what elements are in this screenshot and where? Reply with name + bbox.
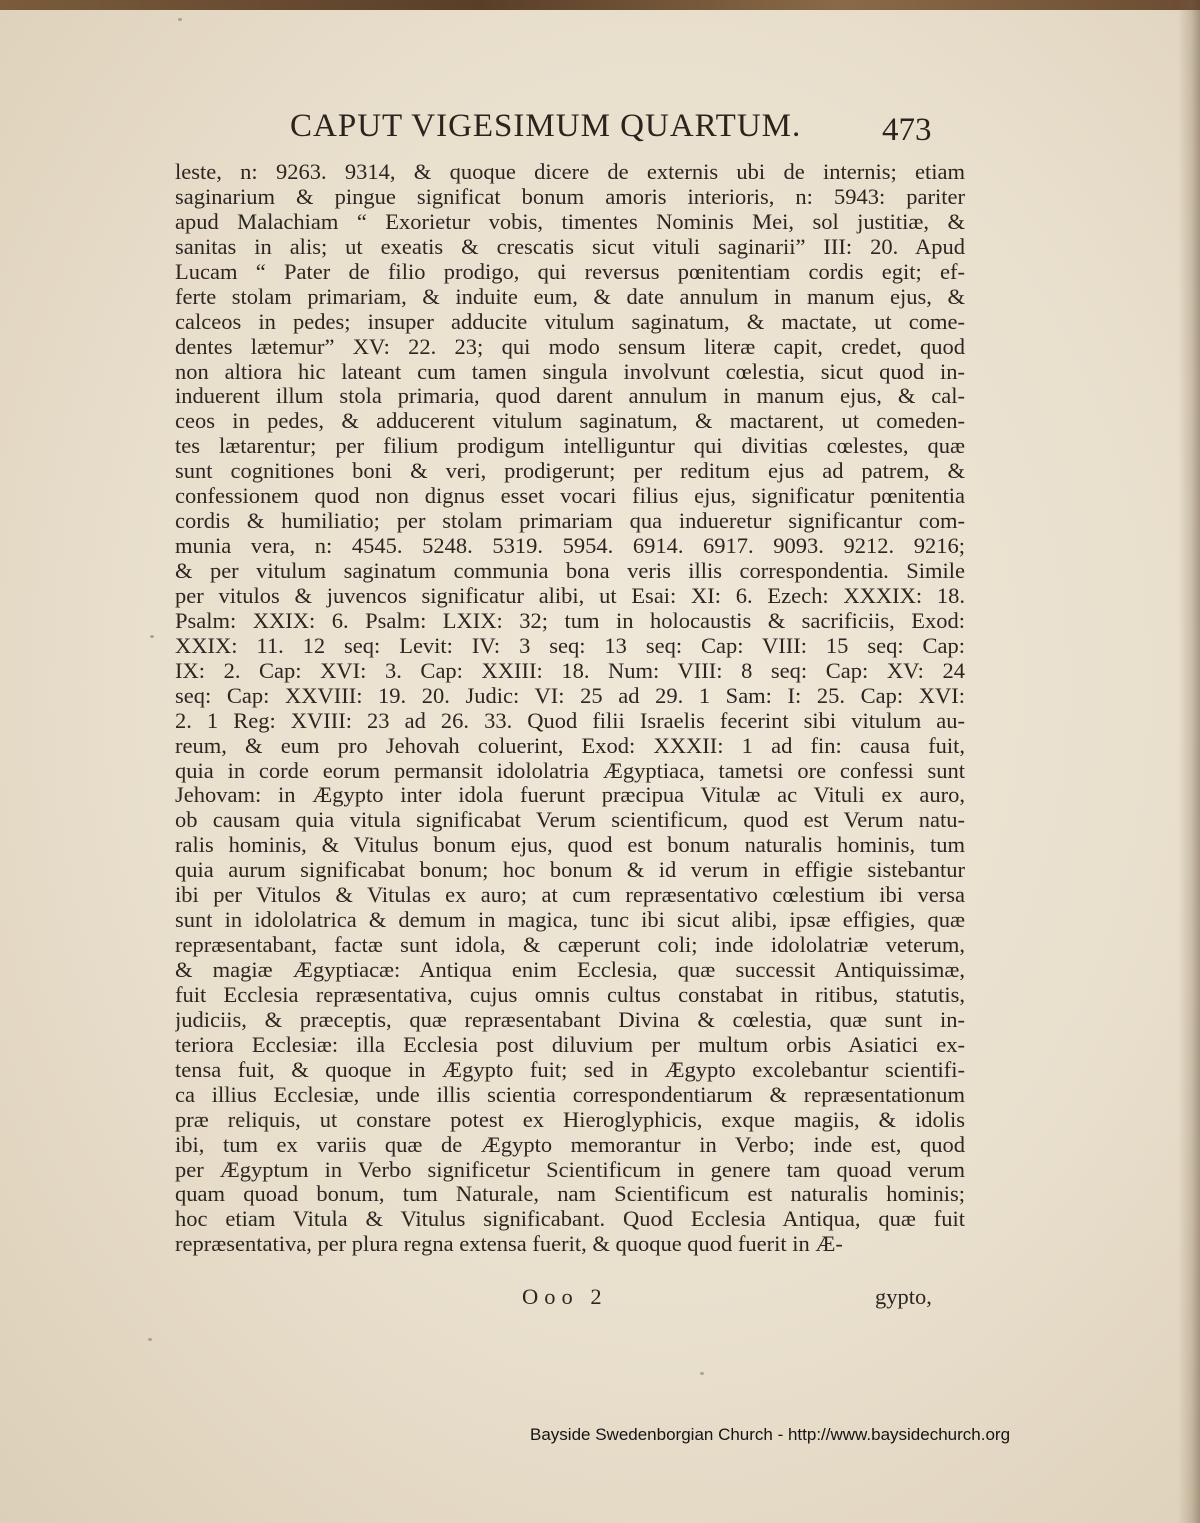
text-line: & per vitulum saginatum communia bona veris illis correspondentia. Simile: [175, 559, 965, 583]
page-binding-shadow: [1178, 0, 1200, 1523]
text-line: teriora Ecclesiæ: illa Ecclesia post diluvium per multum orbis Asiatici ex-: [175, 1032, 965, 1057]
website-watermark: Bayside Swedenborgian Church - http://www.baysidechurch.org: [530, 1425, 1011, 1444]
text-line: Psalm: XXIX: 6. Psalm: LXIX: 32; tum in holocaustis & sacrificiis, Exod:: [175, 608, 965, 633]
text-line: quia in corde eorum permansit idololatria Ægyptiaca, tametsi ore confessi sunt: [175, 758, 965, 783]
text-line: præ reliquis, ut constare potest ex Hieroglyphicis, exque magiis, & idolis: [175, 1107, 965, 1132]
text-line: ceos in pedes, & adducerent vitulum saginatum, & mactarent, ut comeden-: [175, 409, 965, 434]
text-line: XXIX: 11. 12 seq: Levit: IV: 3 seq: 13 seq: Cap: VIII: 15 seq: Cap:: [175, 633, 965, 658]
text-line: judiciis, & præceptis, quæ repræsentabant Divina & cœlestia, quæ sunt in-: [175, 1007, 965, 1032]
paper-speck: [148, 1338, 152, 1341]
body-text: [175, 160, 965, 1257]
page-footer: [175, 1284, 965, 1312]
text-line: fuit Ecclesia repræsentativa, cujus omnis cultus constabat in ritibus, statutis,: [175, 982, 965, 1007]
text-line: ibi, tum ex variis quæ de Ægypto memorantur in Verbo; inde est, quod: [175, 1132, 965, 1157]
text-line: ca illius Ecclesiæ, unde illis scientia correspondentiarum & repræsentationum: [175, 1082, 965, 1107]
text-line: cordis & humiliatio; per stolam primariam qua indueretur significantur com-: [175, 509, 965, 534]
catchword: gypto,: [875, 1284, 932, 1309]
text-line: ibi per Vitulos & Vitulas ex auro; at cum repræsentativo cœlestium ibi versa: [175, 883, 965, 908]
text-line: quia aurum significabat bonum; hoc bonum & id verum in effigie sistebantur: [175, 858, 965, 883]
text-line: repræsentabant, factæ sunt idola, & cæperunt coli; inde idololatriæ veterum,: [175, 933, 965, 958]
page-header: [170, 104, 970, 154]
text-line: munia vera, n: 4545. 5248. 5319. 5954. 6914. 6917. 9093. 9212. 9216;: [175, 534, 965, 559]
text-line: leste, n: 9263. 9314, & quoque dicere de externis ubi de internis; etiam: [175, 160, 965, 184]
text-line: tensa fuit, & quoque in Ægypto fuit; sed in Ægypto excolebantur scientifi-: [175, 1057, 965, 1082]
page-top-edge: [0, 0, 1200, 10]
text-line: sunt cognitiones boni & veri, prodigerunt; per reditum ejus ad patrem, &: [175, 459, 965, 484]
text-line: non altiora hic lateant cum tamen singula involvunt cœlestia, sicut quod in-: [175, 359, 965, 384]
text-line: per vitulos & juvencos significatur alibi, ut Esai: XI: 6. Ezech: XXXIX: 18.: [175, 583, 965, 608]
text-line: apud Malachiam “ Exorietur vobis, timentes Nominis Mei, sol justitiæ, &: [175, 209, 965, 234]
paper-speck: [150, 635, 154, 638]
text-line: saginarium & pingue significat bonum amoris interioris, n: 5943: pariter: [175, 184, 965, 209]
text-line: repræsentativa, per plura regna extensa fuerit, & quoque quod fuerit in Æ-: [175, 1232, 843, 1257]
text-line: per Ægyptum in Verbo significetur Scientificum in genere tam quoad verum: [175, 1157, 965, 1182]
text-line: ob causam quia vitula significabat Verum scientificum, quod est Verum natu-: [175, 808, 965, 833]
running-title: CAPUT VIGESIMUM QUARTUM.: [290, 108, 802, 144]
text-line: Lucam “ Pater de filio prodigo, qui reversus pœnitentiam cordis egit; ef-: [175, 259, 965, 284]
paper-speck: [178, 18, 182, 21]
paper-speck: [700, 1372, 704, 1375]
text-line: sunt in idololatrica & demum in magica, tunc ibi sicut alibi, ipsæ effigies, quæ: [175, 908, 965, 933]
text-line: sanitas in alis; ut exeatis & crescatis sicut vituli saginarii” III: 20. Apud: [175, 234, 965, 259]
text-line: tes lætarentur; per filium prodigum intelliguntur qui divitias cœlestes, quæ: [175, 434, 965, 459]
text-line: induerent illum stola primaria, quod darent annulum in manum ejus, & cal-: [175, 384, 965, 409]
text-line: hoc etiam Vitula & Vitulus significabant. Quod Ecclesia Antiqua, quæ fuit: [175, 1207, 965, 1232]
text-line: Jehovam: in Ægypto inter idola fuerunt præcipua Vitulæ ac Vituli ex auro,: [175, 783, 965, 808]
text-line: calceos in pedes; insuper adducite vitulum saginatum, & mactate, ut come-: [175, 309, 965, 334]
text-line: ferte stolam primariam, & induite eum, & date annulum in manum ejus, &: [175, 284, 965, 309]
text-line: confessionem quod non dignus esset vocari filius ejus, significatur pœnitentia: [175, 484, 965, 509]
text-line: reum, & eum pro Jehovah coluerint, Exod: XXXII: 1 ad fin: causa fuit,: [175, 733, 965, 758]
text-line: quam quoad bonum, tum Naturale, nam Scientificum est naturalis hominis;: [175, 1182, 965, 1207]
text-line: IX: 2. Cap: XVI: 3. Cap: XXIII: 18. Num: VIII: 8 seq: Cap: XV: 24: [175, 658, 965, 683]
signature-mark: Ooo 2: [522, 1284, 608, 1309]
text-line: & magiæ Ægyptiacæ: Antiqua enim Ecclesia, quæ successit Antiquissimæ,: [175, 958, 965, 982]
text-line: seq: Cap: XXVIII: 19. 20. Judic: VI: 25 ad 29. 1 Sam: I: 25. Cap: XVI:: [175, 683, 965, 708]
text-line: 2. 1 Reg: XVIII: 23 ad 26. 33. Quod filii Israelis fecerint sibi vitulum au-: [175, 708, 965, 733]
text-line: ralis hominis, & Vitulus bonum ejus, quod est bonum naturalis hominis, tum: [175, 833, 965, 858]
page-number: 473: [882, 112, 932, 148]
text-line: dentes lætemur” XV: 22. 23; qui modo sensum literæ capit, credet, quod: [175, 334, 965, 359]
